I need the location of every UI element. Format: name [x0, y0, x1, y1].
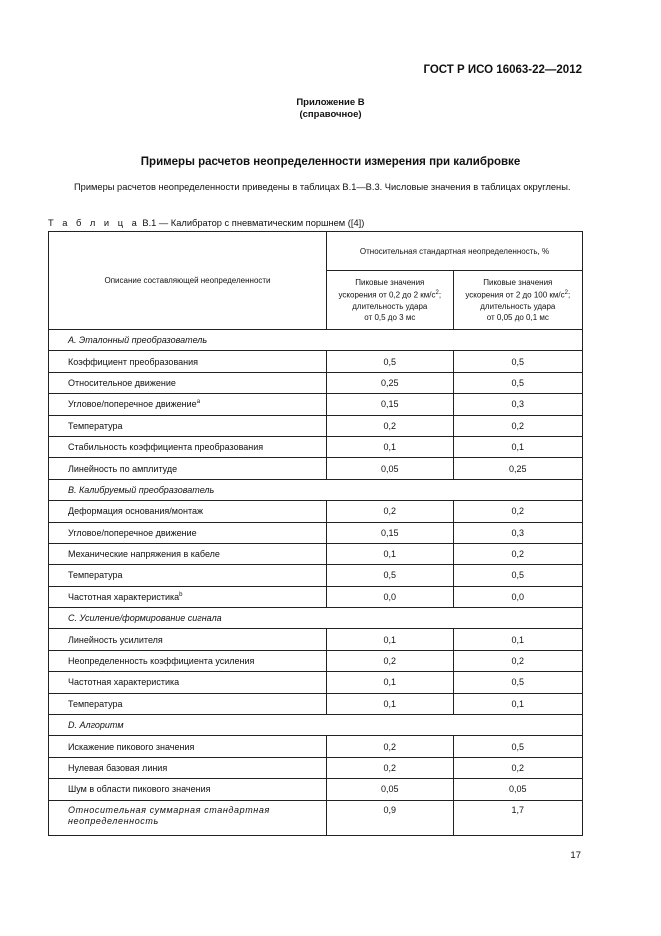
component-label-text: Частотная характеристика	[68, 591, 180, 602]
component-label	[49, 436, 327, 457]
intro-paragraph: Примеры расчетов неопределенности приведены в таблицах В.1—В.3. Числовые значения в таблицах округлены.	[74, 182, 571, 192]
section-title: С. Усиление/формирование сигнала	[49, 608, 583, 629]
value-range-1: 0,5	[327, 565, 454, 586]
value-range-1: 0,1	[327, 629, 454, 650]
component-label-text: Линейность по амплитуде	[68, 463, 178, 474]
table-caption	[48, 218, 364, 228]
component-label-text: Шум в области пикового значения	[68, 784, 211, 795]
component-label-text: Линейность усилителя	[68, 634, 163, 645]
component-label	[49, 501, 327, 522]
table-row	[49, 501, 583, 522]
section-title: D. Алгоритм	[49, 715, 583, 736]
value-range-2: 0,1	[453, 693, 582, 714]
component-label	[49, 779, 327, 800]
value-range-2: 0,2	[453, 757, 582, 778]
component-label	[49, 672, 327, 693]
component-label	[49, 394, 327, 415]
appendix-type: (справочное)	[299, 109, 362, 120]
total-value-range-2: 1,7	[453, 800, 582, 835]
component-label-text: Нулевая базовая линия	[68, 763, 168, 773]
col2-line1: Пиковые значения	[483, 278, 553, 288]
component-label-text: Температура	[68, 420, 123, 431]
col2-line2: ускорения от 2 до 100 $км/с^2$;	[465, 290, 571, 300]
component-label	[49, 458, 327, 479]
component-label	[49, 650, 327, 671]
component-label	[49, 543, 327, 564]
value-range-1: 0,2	[327, 501, 454, 522]
value-range-1: 0,5	[327, 351, 454, 372]
table-row	[49, 415, 583, 436]
section-row	[49, 479, 583, 500]
component-label	[49, 522, 327, 543]
component-label	[49, 565, 327, 586]
value-range-1: 0,0	[327, 586, 454, 607]
table-caption-text: В.1 — Калибратор с пневматическим поршнем ([4])	[142, 218, 365, 228]
value-range-2: 0,2	[453, 415, 582, 436]
section-row	[49, 330, 583, 351]
section-row	[49, 608, 583, 629]
component-label	[49, 415, 327, 436]
total-label: Относительная суммарная стандартная неопределенность	[49, 800, 327, 835]
component-label	[49, 586, 327, 607]
component-label	[49, 351, 327, 372]
table-row	[49, 372, 583, 393]
table-row	[49, 779, 583, 800]
value-range-1: 0,25	[327, 372, 454, 393]
component-label-text: Коэффициент преобразования	[68, 356, 198, 367]
value-range-1: 0,2	[327, 415, 454, 436]
component-label-text: Деформация основания/монтаж	[68, 506, 204, 517]
section-row	[49, 715, 583, 736]
col1-line4: от 0,5 до 3 мс	[364, 312, 416, 322]
footnote-marker: b	[179, 591, 183, 598]
col1-line3: длительность удара	[352, 301, 428, 311]
component-label-text: Механические напряжения в кабеле	[68, 549, 220, 560]
footnote-marker: а	[196, 399, 201, 406]
standard-header: ГОСТ Р ИСО 16063-22—2012	[423, 64, 582, 76]
table-row	[49, 394, 583, 415]
component-label-text: Температура	[68, 570, 123, 581]
value-range-2: 0,05	[453, 779, 582, 800]
table-row	[49, 522, 583, 543]
component-label	[49, 736, 327, 757]
value-range-2: 0,1	[453, 436, 582, 457]
table-row	[49, 543, 583, 564]
table-row	[49, 629, 583, 650]
value-range-2: 0,25	[453, 458, 582, 479]
value-range-1: 0,1	[327, 693, 454, 714]
table-caption-prefix: Т а б л и ц а	[48, 218, 140, 228]
table-row	[49, 693, 583, 714]
value-range-1: 0,2	[327, 757, 454, 778]
col2-line3: длительность удара	[480, 301, 556, 311]
value-range-2: 0,5	[453, 372, 582, 393]
section-title: В. Калибруемый преобразователь	[49, 479, 583, 500]
component-label	[49, 629, 327, 650]
col1-line2: ускорения от 0,2 до 2 $км/с^2$;	[338, 290, 442, 300]
column-header-description: Описание составляющей неопределенности	[49, 232, 327, 330]
component-label-text: Температура	[68, 698, 123, 709]
column-header-range-2	[453, 271, 582, 330]
component-label-text: Искажение пикового значения	[68, 741, 195, 752]
appendix-title: Приложение В	[296, 97, 365, 108]
component-label-text: Стабильность коэффициента преобразования	[68, 442, 264, 453]
value-range-2: 0,3	[453, 394, 582, 415]
table-row	[49, 672, 583, 693]
value-range-2: 0,5	[453, 565, 582, 586]
value-range-2: 0,5	[453, 672, 582, 693]
component-label-text: Угловое/поперечное движение	[68, 399, 197, 410]
value-range-1: 0,15	[327, 522, 454, 543]
section-title: А. Эталонный преобразователь	[49, 330, 583, 351]
component-label-text: Угловое/поперечное движение	[68, 527, 197, 538]
col1-line1: Пиковые значения	[355, 278, 425, 288]
value-range-1: 0,1	[327, 543, 454, 564]
section-title: Примеры расчетов неопределенности измерения при калибровке	[140, 156, 521, 168]
value-range-2: 0,5	[453, 351, 582, 372]
table-row	[49, 458, 583, 479]
value-range-2: 0,3	[453, 522, 582, 543]
column-header-range-1	[327, 271, 454, 330]
table-row	[49, 436, 583, 457]
component-label	[49, 372, 327, 393]
table-row	[49, 736, 583, 757]
value-range-1: 0,2	[327, 736, 454, 757]
page-number: 17	[570, 850, 581, 861]
value-range-1: 0,05	[327, 458, 454, 479]
col2-line4: от 0,05 до 0,1 мс	[486, 312, 549, 322]
value-range-1: 0,15	[327, 394, 454, 415]
table-row	[49, 650, 583, 671]
table-row	[49, 586, 583, 607]
table-row	[49, 351, 583, 372]
appendix-heading	[0, 97, 661, 121]
value-range-2: 0,1	[453, 629, 582, 650]
value-range-1: 0,1	[327, 436, 454, 457]
value-range-2: 0,2	[453, 501, 582, 522]
table-row	[49, 757, 583, 778]
component-label	[49, 757, 327, 778]
column-group-header: Относительная стандартная неопределенность, %	[327, 232, 583, 271]
value-range-1: 0,2	[327, 650, 454, 671]
value-range-2: 0,2	[453, 543, 582, 564]
component-label-text: Относительное движение	[68, 377, 176, 388]
value-range-1: 0,05	[327, 779, 454, 800]
component-label-text: Частотная характеристика	[68, 677, 180, 688]
value-range-2: 0,2	[453, 650, 582, 671]
value-range-2: 0,0	[453, 586, 582, 607]
total-row	[49, 800, 583, 835]
value-range-2: 0,5	[453, 736, 582, 757]
value-range-1: 0,1	[327, 672, 454, 693]
total-value-range-1: 0,9	[327, 800, 454, 835]
component-label-text: Неопределенность коэффициента усиления	[68, 656, 255, 667]
uncertainty-table	[48, 231, 583, 836]
component-label	[49, 693, 327, 714]
table-row	[49, 565, 583, 586]
